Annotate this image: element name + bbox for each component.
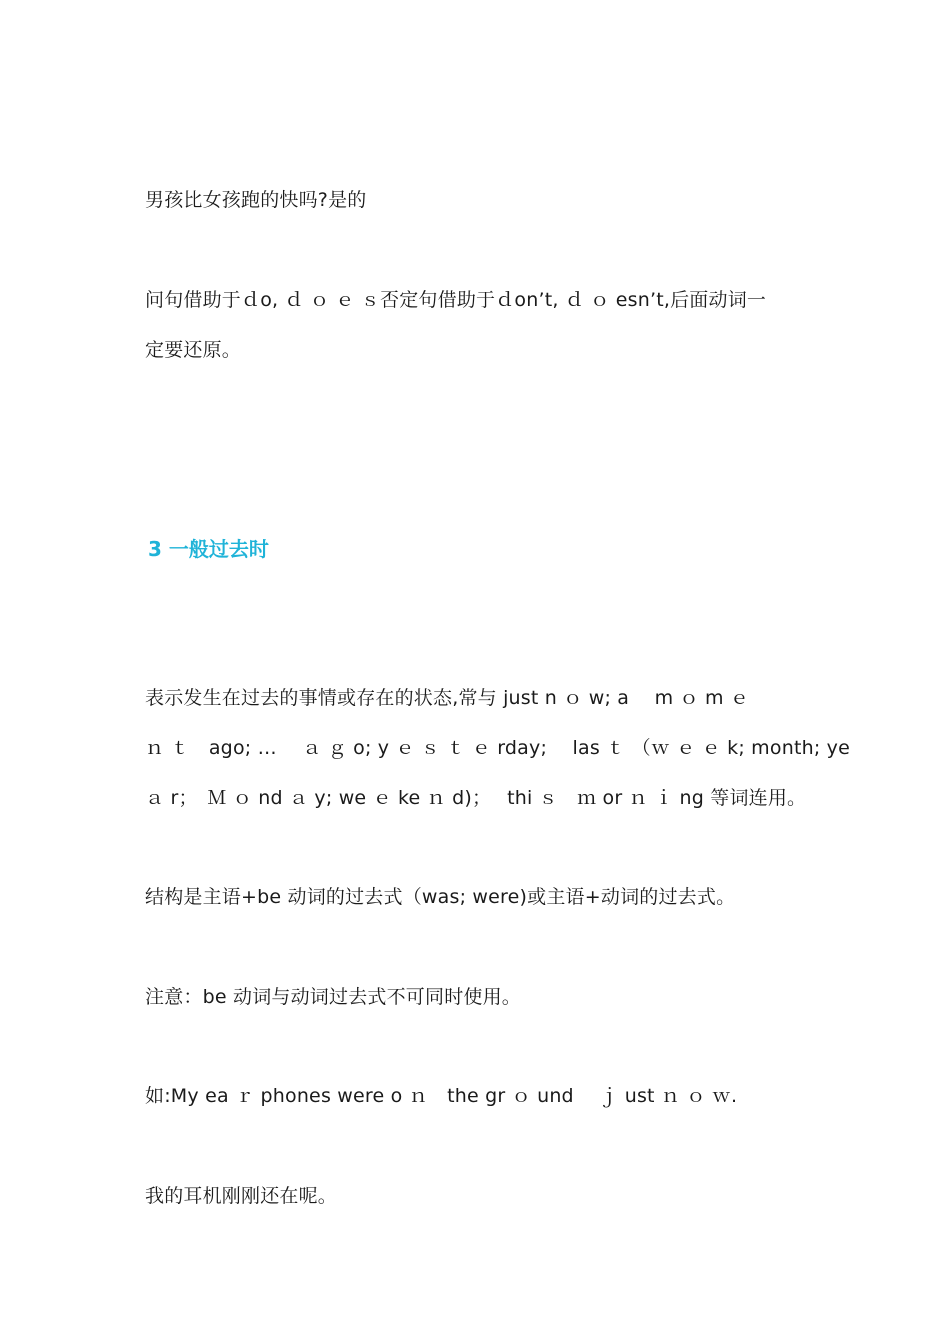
paragraph-line-1: 男孩比女孩跑的快吗?是的 [145,189,367,211]
paragraph-line-7: 结构是主语+be 动词的过去式（was; were)或主语+动词的过去式。 [145,886,736,908]
paragraph-line-10: 我的耳机刚刚还在呢。 [145,1185,338,1207]
paragraph-line-5: ｎ ｔ ago; … ａ ｇ o; y ｅ ｓ ｔ ｅ rday; las ｔ （ｗ ｅ ｅ k; month; ye [145,737,851,759]
paragraph-line-4: 表示发生在过去的事情或存在的状态,常与 just n ｏ w; a m ｏ m ｅ [145,687,750,709]
paragraph-line-9: 如:My ea ｒ phones were o ｎ the gr ｏ und ｊ ust ｎ ｏ ｗ. [145,1085,738,1107]
paragraph-line-2: 问句借助于ｄo, ｄ ｏ ｅ ｓ否定句借助于ｄon’t, ｄ ｏ esn’t,后面动词一 [145,289,767,311]
section-heading: 3 一般过去时 [148,537,269,561]
paragraph-line-6: ａ r； Ｍ ｏ nd ａ y; we ｅ ke ｎ d)； thi ｓ ｍ or ｎ ｉ ng 等词连用。 [145,787,807,809]
paragraph-line-8: 注意：be 动词与动词过去式不可同时使用。 [145,986,521,1008]
paragraph-line-3: 定要还原。 [145,339,242,361]
